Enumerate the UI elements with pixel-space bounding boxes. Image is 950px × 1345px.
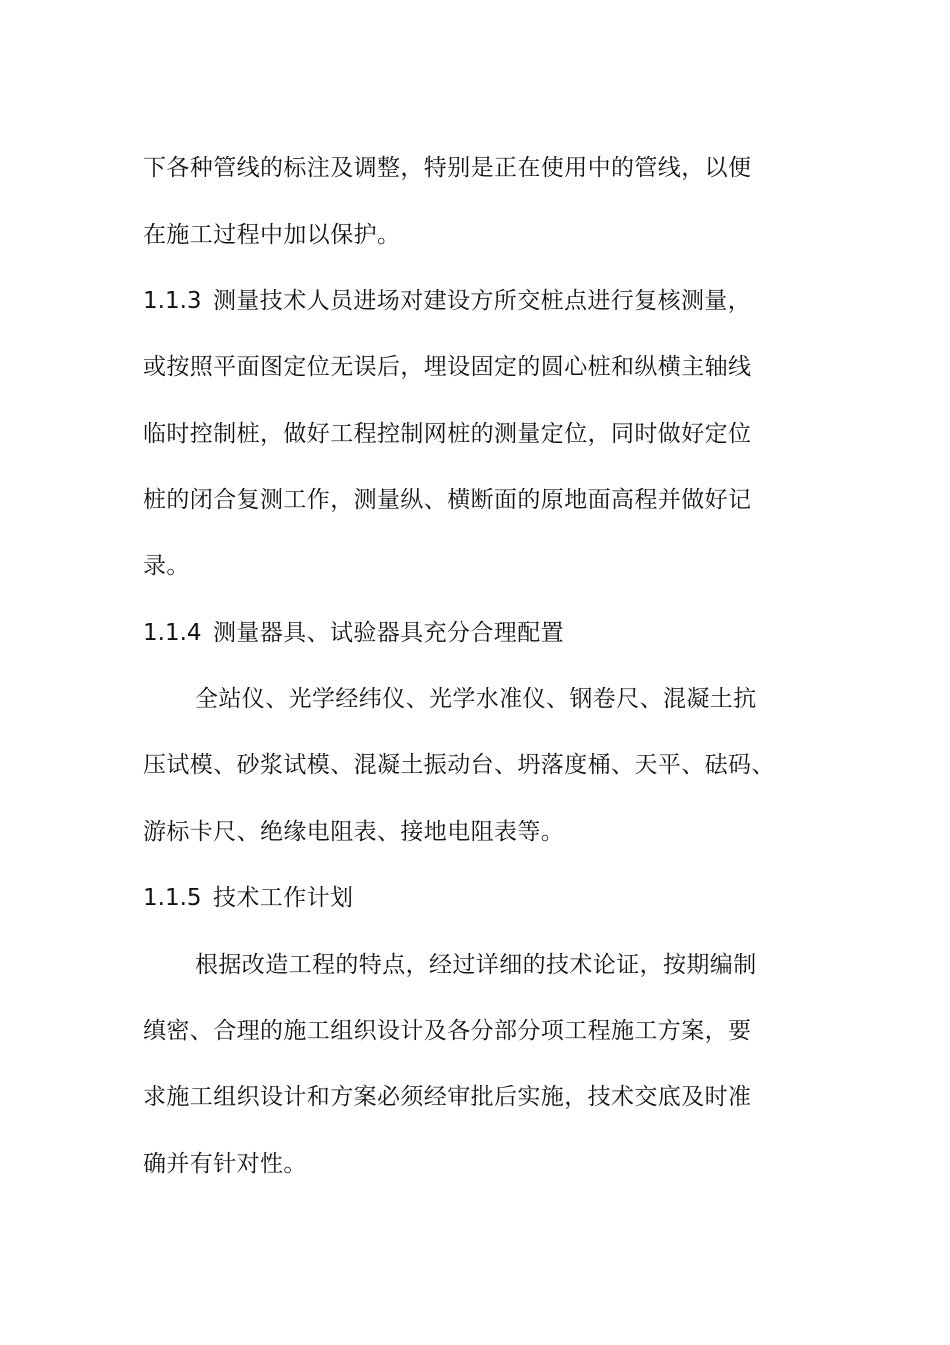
section-number: 1.1.3: [143, 288, 202, 314]
paragraph-line: 全站仪、光学经纬仪、光学水准仪、钢卷尺、混凝土抗: [195, 686, 757, 712]
section-heading-1-1-5: [143, 883, 763, 913]
paragraph-line: 桩的闭合复测工作，测量纵、横断面的原地面高程并做好记: [143, 487, 752, 513]
section-number: 1.1.4: [143, 620, 202, 646]
paragraph-line: 在施工过程中加以保护。: [143, 222, 401, 248]
section-heading-1-1-4: [143, 618, 763, 648]
paragraph-line: 确并有针对性。: [143, 1151, 307, 1177]
paragraph-line: 游标卡尺、绝缘电阻表、接地电阻表等。: [143, 819, 565, 845]
paragraph-line: 下各种管线的标注及调整，特别是正在使用中的管线，以便: [143, 155, 752, 181]
section-text: 测量器具、试验器具充分合理配置: [213, 620, 564, 646]
section-text: 测量技术人员进场对建设方所交桩点进行复核测量，: [213, 288, 752, 314]
paragraph-line: 临时控制桩，做好工程控制网桩的测量定位，同时做好定位: [143, 421, 752, 447]
section-text: 技术工作计划: [213, 885, 354, 911]
paragraph-line: 录。: [143, 553, 190, 579]
paragraph-line: 求施工组织设计和方案必须经审批后实施，技术交底及时准: [143, 1084, 752, 1110]
paragraph-line: 或按照平面图定位无误后，埋设固定的圆心桩和纵横主轴线: [143, 354, 752, 380]
paragraph-line: 压试模、砂浆试模、混凝土振动台、坍落度桶、天平、砝码、: [143, 752, 775, 778]
paragraph-line: 根据改造工程的特点，经过详细的技术论证，按期编制: [195, 952, 757, 978]
section-heading-1-1-3: [143, 286, 763, 316]
paragraph-line: 缜密、合理的施工组织设计及各分部分项工程施工方案，要: [143, 1018, 752, 1044]
section-number: 1.1.5: [143, 885, 202, 911]
